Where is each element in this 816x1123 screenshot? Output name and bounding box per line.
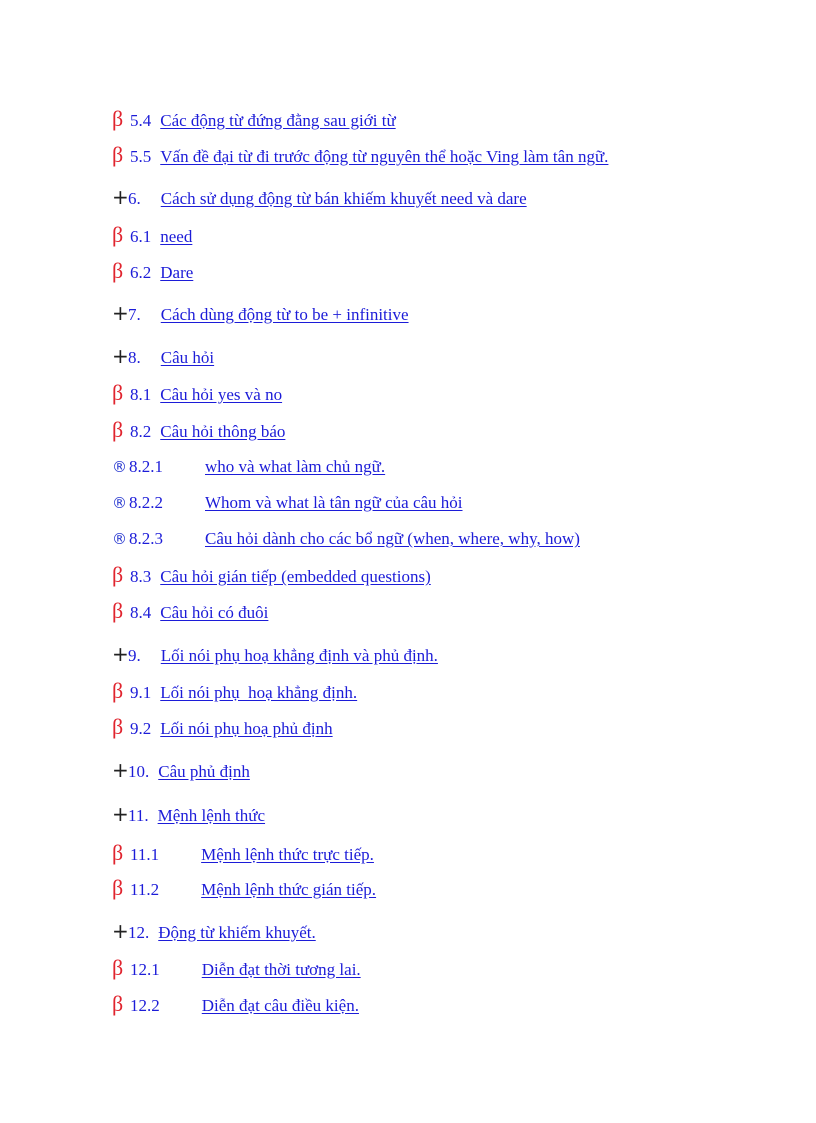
beta-bullet-icon: β bbox=[112, 840, 124, 865]
beta-bullet-icon: β bbox=[112, 598, 124, 623]
toc-link[interactable]: 8.3 Câu hỏi gián tiếp (embedded questions) bbox=[130, 567, 431, 586]
toc-item-8-3[interactable] bbox=[112, 564, 431, 588]
toc-item-5-4[interactable] bbox=[112, 108, 396, 132]
toc-link[interactable]: 9.2 Lối nói phụ hoạ phủ định bbox=[130, 719, 333, 738]
plus-bullet-icon: + bbox=[112, 301, 129, 325]
toc-link[interactable]: 8.4 Câu hỏi có đuôi bbox=[130, 603, 269, 622]
toc-item-6-1[interactable] bbox=[112, 224, 192, 248]
toc-link[interactable]: 11.2 Mệnh lệnh thức gián tiếp. bbox=[130, 880, 377, 899]
plus-bullet-icon: + bbox=[112, 344, 129, 368]
toc-item-8-2-2[interactable] bbox=[112, 492, 463, 514]
toc-link[interactable]: 7. Cách dùng động từ to be + infinitive bbox=[128, 305, 409, 324]
toc-item-8-2[interactable] bbox=[112, 419, 285, 443]
beta-bullet-icon: β bbox=[112, 380, 124, 405]
toc-link[interactable]: 11. Mệnh lệnh thức bbox=[128, 806, 266, 825]
toc-item-9-1[interactable] bbox=[112, 680, 357, 704]
toc-link[interactable]: 6.2 Dare bbox=[130, 263, 194, 282]
toc-link[interactable]: 8.1 Câu hỏi yes và no bbox=[130, 385, 283, 404]
toc-item-6-2[interactable] bbox=[112, 260, 193, 284]
toc-item-9-2[interactable] bbox=[112, 716, 333, 740]
toc-link[interactable]: 6. Cách sử dụng động từ bán khiếm khuyết need và dare bbox=[128, 189, 527, 208]
toc-item-7[interactable] bbox=[112, 302, 409, 326]
toc-link[interactable]: 12. Động từ khiếm khuyết. bbox=[128, 923, 316, 942]
toc-item-12-2[interactable] bbox=[112, 993, 359, 1017]
beta-bullet-icon: β bbox=[112, 222, 124, 247]
toc-link[interactable]: 8.2.3 Câu hỏi dành cho các bổ ngữ (when, where, why, how) bbox=[129, 529, 580, 548]
toc-link[interactable]: 8.2 Câu hỏi thông báo bbox=[130, 422, 286, 441]
plus-bullet-icon: + bbox=[112, 802, 129, 826]
toc-link[interactable]: 8. Câu hỏi bbox=[128, 348, 215, 367]
beta-bullet-icon: β bbox=[112, 106, 124, 131]
toc-item-8-1[interactable] bbox=[112, 382, 282, 406]
plus-bullet-icon: + bbox=[112, 758, 129, 782]
beta-bullet-icon: β bbox=[112, 714, 124, 739]
registered-bullet-icon: ® bbox=[112, 530, 127, 548]
toc-link[interactable]: 5.5 Vấn đề đại từ đi trước động từ nguyên thể hoặc Ving làm tân ngữ. bbox=[130, 147, 609, 166]
toc-item-6[interactable] bbox=[112, 186, 527, 210]
toc-item-12-1[interactable] bbox=[112, 957, 361, 981]
toc-link[interactable]: 9. Lối nói phụ hoạ khẳng định và phủ định. bbox=[128, 646, 438, 665]
beta-bullet-icon: β bbox=[112, 258, 124, 283]
beta-bullet-icon: β bbox=[112, 955, 124, 980]
beta-bullet-icon: β bbox=[112, 562, 124, 587]
beta-bullet-icon: β bbox=[112, 991, 124, 1016]
plus-bullet-icon: + bbox=[112, 185, 129, 209]
toc-link[interactable]: 8.2.1 who và what làm chủ ngữ. bbox=[129, 457, 386, 476]
beta-bullet-icon: β bbox=[112, 678, 124, 703]
toc-item-5-5[interactable] bbox=[112, 144, 608, 168]
registered-bullet-icon: ® bbox=[112, 458, 127, 476]
toc-link[interactable]: 12.2 Diễn đạt câu điều kiện. bbox=[130, 996, 359, 1015]
toc-item-12[interactable] bbox=[112, 920, 316, 944]
toc-item-8-4[interactable] bbox=[112, 600, 268, 624]
toc-link[interactable]: 10. Câu phủ định bbox=[128, 762, 250, 781]
toc-link[interactable]: 9.1 Lối nói phụ hoạ khẳng định. bbox=[130, 683, 358, 702]
plus-bullet-icon: + bbox=[112, 642, 129, 666]
toc-item-11[interactable] bbox=[112, 803, 265, 827]
plus-bullet-icon: + bbox=[112, 919, 129, 943]
beta-bullet-icon: β bbox=[112, 875, 124, 900]
toc-item-10[interactable] bbox=[112, 759, 250, 783]
toc-item-8-2-1[interactable] bbox=[112, 456, 385, 478]
registered-bullet-icon: ® bbox=[112, 494, 127, 512]
beta-bullet-icon: β bbox=[112, 142, 124, 167]
toc-item-8[interactable] bbox=[112, 345, 214, 369]
toc-item-11-2[interactable] bbox=[112, 877, 376, 901]
toc-link[interactable]: 11.1 Mệnh lệnh thức trực tiếp. bbox=[130, 845, 374, 864]
toc-link[interactable]: 5.4 Các động từ đứng đằng sau giới từ bbox=[130, 111, 396, 130]
toc-item-8-2-3[interactable] bbox=[112, 528, 580, 550]
toc-item-11-1[interactable] bbox=[112, 842, 374, 866]
beta-bullet-icon: β bbox=[112, 417, 124, 442]
toc-link[interactable]: 12.1 Diễn đạt thời tương lai. bbox=[130, 960, 361, 979]
toc-link[interactable]: 8.2.2 Whom và what là tân ngữ của câu hỏi bbox=[129, 493, 463, 512]
toc-link[interactable]: 6.1 need bbox=[130, 227, 193, 246]
toc-item-9[interactable] bbox=[112, 643, 438, 667]
